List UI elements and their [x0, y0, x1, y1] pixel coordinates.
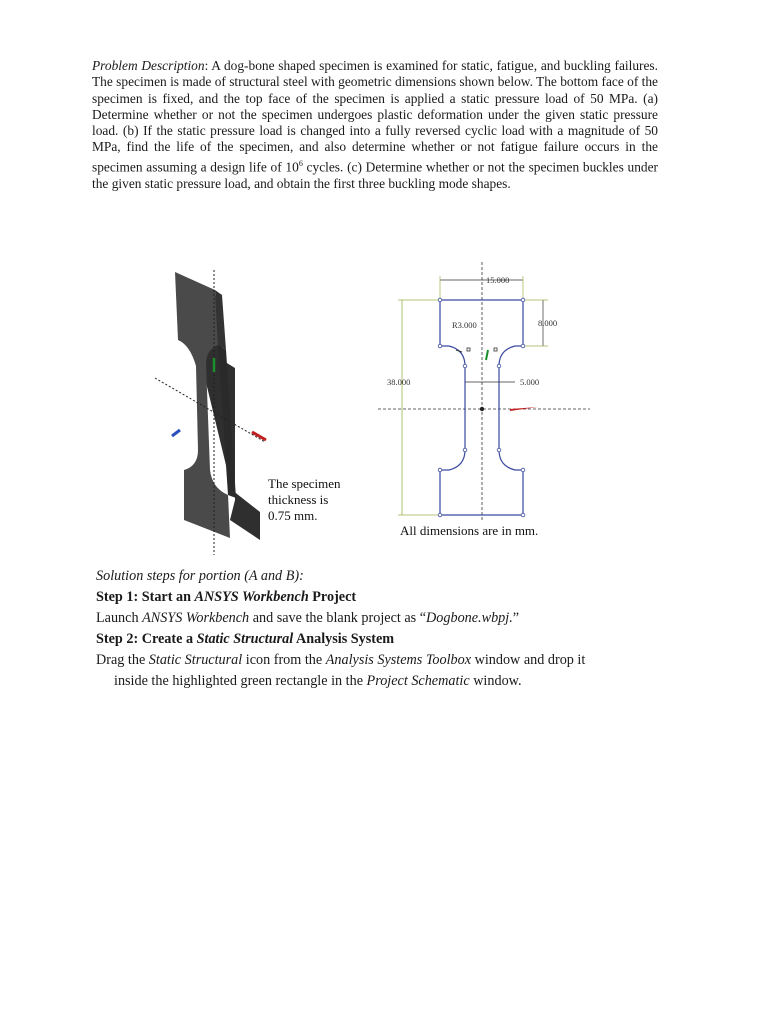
step2-b: Static Structural — [148, 652, 243, 668]
sketch-2d — [378, 262, 590, 520]
step2-title — [96, 629, 696, 650]
step2-a: Drag the — [96, 652, 149, 668]
step1-a: Launch — [96, 610, 143, 626]
step2-title-b: Static Structural — [196, 631, 294, 647]
dim-end-height: 8.000 — [538, 318, 558, 328]
step1-e: ” — [512, 610, 520, 626]
step1-c: and save the blank project as “ — [249, 610, 427, 626]
units-note: All dimensions are in mm. — [400, 523, 539, 538]
step2-d: Analysis Systems Toolbox — [325, 652, 472, 668]
solution-steps — [96, 566, 696, 692]
thickness-note-line1: The specimen — [268, 476, 341, 491]
step1-title-c: Project — [308, 589, 357, 605]
step2-body-line2 — [96, 671, 696, 692]
problem-text: : A dog-bone shaped specimen is examined for static, fatigue, and buckling failures. The specimen is made of structural steel with geometric dimensions shown below. The bottom face of the specimen is fixed, and the top face of the specimen is applied a static pressure load of 50 MPa. (a) Determine whether or not the specimen undergoes plastic deformation under the given static pressure load. (b) If the static pressure load is changed into a fully reversed cyclic load with a magnitude of 50 MPa, find the life of the specimen, and also determine whether or not fatigue failure occurs in the specimen assuming a design life of 10 — [92, 58, 658, 175]
thickness-note-line3: 0.75 mm. — [268, 508, 318, 523]
step1-b: ANSYS Workbench — [142, 610, 250, 626]
problem-exponent: 6 — [298, 158, 303, 168]
dim-overall-height: 38.000 — [387, 377, 411, 387]
step1-title-b: ANSYS Workbench — [194, 589, 309, 605]
problem-label: Problem Description — [92, 58, 205, 73]
step2-body-line1 — [96, 650, 696, 671]
step2-title-a: Step 2: Create a — [96, 631, 197, 647]
step2-g: Project Schematic — [366, 673, 470, 689]
step2-h: window. — [469, 673, 522, 689]
step1-title-a: Step 1: Start an — [96, 589, 195, 605]
step1-body — [96, 608, 696, 629]
step2-title-c: Analysis System — [293, 631, 395, 647]
problem-text-end: cycles. (c) Determine whether or not the specimen buckles under the given static pressure load, and obtain the first three buckling mode shapes. — [92, 159, 658, 191]
step1-title — [96, 587, 696, 608]
step2-f: inside the highlighted green rectangle in the — [114, 673, 367, 689]
dim-radius: R3.000 — [452, 320, 477, 330]
steps-heading — [96, 566, 696, 587]
step2-c: icon from the — [242, 652, 326, 668]
step2-e: window and drop it — [471, 652, 586, 668]
dim-neck-width: 5.000 — [520, 377, 540, 387]
specimen-3d — [155, 270, 266, 555]
dim-width-top: 15.000 — [486, 275, 510, 285]
steps-heading-text: Solution steps for portion (A and B): — [96, 568, 304, 584]
step1-d: Dogbone.wbpj. — [426, 610, 513, 626]
thickness-note-line2: thickness is — [268, 492, 329, 507]
